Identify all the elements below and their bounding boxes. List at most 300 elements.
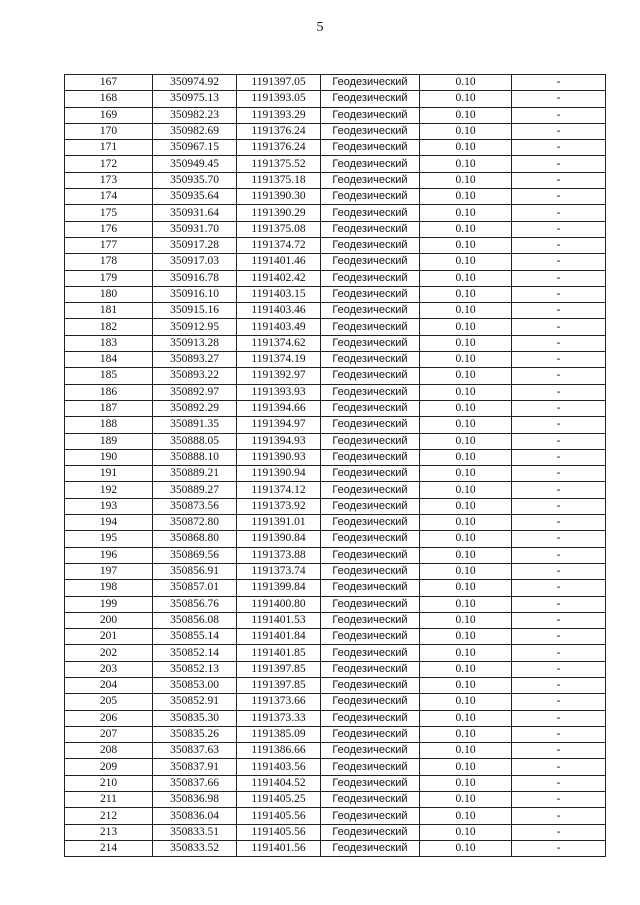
- note-cell: -: [512, 303, 606, 319]
- accuracy-cell: 0.10: [420, 563, 512, 579]
- table-row: [65, 91, 606, 107]
- accuracy-cell: 0.10: [420, 335, 512, 351]
- accuracy-cell: 0.10: [420, 547, 512, 563]
- accuracy-cell: 0.10: [420, 75, 512, 91]
- note-cell: -: [512, 792, 606, 808]
- x-coordinate-cell: 350892.29: [153, 400, 237, 416]
- table-row: [65, 335, 606, 351]
- x-coordinate-cell: 350967.15: [153, 140, 237, 156]
- point-number-cell: 177: [65, 237, 153, 253]
- point-number-cell: 191: [65, 466, 153, 482]
- x-coordinate-cell: 350915.16: [153, 303, 237, 319]
- table-row: [65, 612, 606, 628]
- x-coordinate-cell: 350868.80: [153, 531, 237, 547]
- y-coordinate-cell: 1191397.85: [237, 677, 321, 693]
- y-coordinate-cell: 1191403.15: [237, 286, 321, 302]
- point-number-cell: 193: [65, 498, 153, 514]
- method-cell: Геодезический: [321, 417, 420, 433]
- point-number-cell: 200: [65, 612, 153, 628]
- accuracy-cell: 0.10: [420, 237, 512, 253]
- x-coordinate-cell: 350917.28: [153, 237, 237, 253]
- x-coordinate-cell: 350855.14: [153, 629, 237, 645]
- table-row: [65, 840, 606, 856]
- accuracy-cell: 0.10: [420, 123, 512, 139]
- accuracy-cell: 0.10: [420, 286, 512, 302]
- x-coordinate-cell: 350975.13: [153, 91, 237, 107]
- table-row: [65, 140, 606, 156]
- accuracy-cell: 0.10: [420, 726, 512, 742]
- point-number-cell: 210: [65, 775, 153, 791]
- note-cell: -: [512, 840, 606, 856]
- y-coordinate-cell: 1191399.84: [237, 580, 321, 596]
- y-coordinate-cell: 1191376.24: [237, 123, 321, 139]
- method-cell: Геодезический: [321, 482, 420, 498]
- method-cell: Геодезический: [321, 237, 420, 253]
- x-coordinate-cell: 350916.78: [153, 270, 237, 286]
- table-row: [65, 384, 606, 400]
- note-cell: -: [512, 107, 606, 123]
- table-row: [65, 482, 606, 498]
- y-coordinate-cell: 1191375.08: [237, 221, 321, 237]
- method-cell: Геодезический: [321, 189, 420, 205]
- method-cell: Геодезический: [321, 221, 420, 237]
- point-number-cell: 167: [65, 75, 153, 91]
- method-cell: Геодезический: [321, 107, 420, 123]
- note-cell: -: [512, 498, 606, 514]
- accuracy-cell: 0.10: [420, 466, 512, 482]
- point-number-cell: 173: [65, 172, 153, 188]
- note-cell: -: [512, 824, 606, 840]
- accuracy-cell: 0.10: [420, 205, 512, 221]
- x-coordinate-cell: 350835.30: [153, 710, 237, 726]
- x-coordinate-cell: 350836.98: [153, 792, 237, 808]
- note-cell: -: [512, 270, 606, 286]
- table-row: [65, 123, 606, 139]
- x-coordinate-cell: 350912.95: [153, 319, 237, 335]
- method-cell: Геодезический: [321, 286, 420, 302]
- point-number-cell: 196: [65, 547, 153, 563]
- y-coordinate-cell: 1191397.85: [237, 661, 321, 677]
- x-coordinate-cell: 350837.66: [153, 775, 237, 791]
- x-coordinate-cell: 350872.80: [153, 515, 237, 531]
- note-cell: -: [512, 384, 606, 400]
- y-coordinate-cell: 1191405.56: [237, 824, 321, 840]
- method-cell: Геодезический: [321, 661, 420, 677]
- method-cell: Геодезический: [321, 743, 420, 759]
- note-cell: -: [512, 140, 606, 156]
- y-coordinate-cell: 1191374.19: [237, 352, 321, 368]
- table-row: [65, 466, 606, 482]
- x-coordinate-cell: 350888.05: [153, 433, 237, 449]
- accuracy-cell: 0.10: [420, 808, 512, 824]
- x-coordinate-cell: 350892.97: [153, 384, 237, 400]
- y-coordinate-cell: 1191401.56: [237, 840, 321, 856]
- note-cell: -: [512, 629, 606, 645]
- table-row: [65, 792, 606, 808]
- table-row: [65, 775, 606, 791]
- method-cell: Геодезический: [321, 515, 420, 531]
- note-cell: -: [512, 237, 606, 253]
- note-cell: -: [512, 531, 606, 547]
- accuracy-cell: 0.10: [420, 775, 512, 791]
- method-cell: Геодезический: [321, 140, 420, 156]
- table-row: [65, 580, 606, 596]
- note-cell: -: [512, 433, 606, 449]
- table-row: [65, 400, 606, 416]
- table-row: [65, 237, 606, 253]
- point-number-cell: 205: [65, 694, 153, 710]
- table-row: [65, 677, 606, 693]
- point-number-cell: 201: [65, 629, 153, 645]
- note-cell: -: [512, 694, 606, 710]
- accuracy-cell: 0.10: [420, 449, 512, 465]
- y-coordinate-cell: 1191374.62: [237, 335, 321, 351]
- point-number-cell: 183: [65, 335, 153, 351]
- accuracy-cell: 0.10: [420, 319, 512, 335]
- x-coordinate-cell: 350856.76: [153, 596, 237, 612]
- point-number-cell: 185: [65, 368, 153, 384]
- note-cell: -: [512, 677, 606, 693]
- x-coordinate-cell: 350837.63: [153, 743, 237, 759]
- note-cell: -: [512, 91, 606, 107]
- x-coordinate-cell: 350931.64: [153, 205, 237, 221]
- y-coordinate-cell: 1191392.97: [237, 368, 321, 384]
- table-row: [65, 661, 606, 677]
- x-coordinate-cell: 350852.14: [153, 645, 237, 661]
- x-coordinate-cell: 350935.64: [153, 189, 237, 205]
- x-coordinate-cell: 350982.23: [153, 107, 237, 123]
- method-cell: Геодезический: [321, 205, 420, 221]
- point-number-cell: 212: [65, 808, 153, 824]
- note-cell: -: [512, 221, 606, 237]
- table-row: [65, 531, 606, 547]
- point-number-cell: 187: [65, 400, 153, 416]
- y-coordinate-cell: 1191401.84: [237, 629, 321, 645]
- y-coordinate-cell: 1191405.56: [237, 808, 321, 824]
- x-coordinate-cell: 350891.35: [153, 417, 237, 433]
- y-coordinate-cell: 1191394.93: [237, 433, 321, 449]
- point-number-cell: 213: [65, 824, 153, 840]
- method-cell: Геодезический: [321, 710, 420, 726]
- x-coordinate-cell: 350974.92: [153, 75, 237, 91]
- y-coordinate-cell: 1191373.74: [237, 563, 321, 579]
- note-cell: -: [512, 775, 606, 791]
- y-coordinate-cell: 1191390.29: [237, 205, 321, 221]
- y-coordinate-cell: 1191390.93: [237, 449, 321, 465]
- note-cell: -: [512, 547, 606, 563]
- accuracy-cell: 0.10: [420, 384, 512, 400]
- table-row: [65, 759, 606, 775]
- note-cell: -: [512, 449, 606, 465]
- method-cell: Геодезический: [321, 840, 420, 856]
- point-number-cell: 188: [65, 417, 153, 433]
- point-number-cell: 192: [65, 482, 153, 498]
- accuracy-cell: 0.10: [420, 629, 512, 645]
- y-coordinate-cell: 1191393.29: [237, 107, 321, 123]
- note-cell: -: [512, 254, 606, 270]
- point-number-cell: 172: [65, 156, 153, 172]
- point-number-cell: 203: [65, 661, 153, 677]
- y-coordinate-cell: 1191405.25: [237, 792, 321, 808]
- point-number-cell: 211: [65, 792, 153, 808]
- table-row: [65, 515, 606, 531]
- accuracy-cell: 0.10: [420, 580, 512, 596]
- x-coordinate-cell: 350949.45: [153, 156, 237, 172]
- method-cell: Геодезический: [321, 612, 420, 628]
- note-cell: -: [512, 563, 606, 579]
- note-cell: -: [512, 286, 606, 302]
- table-row: [65, 710, 606, 726]
- table-row: [65, 694, 606, 710]
- accuracy-cell: 0.10: [420, 221, 512, 237]
- point-number-cell: 176: [65, 221, 153, 237]
- table-row: [65, 368, 606, 384]
- y-coordinate-cell: 1191397.05: [237, 75, 321, 91]
- y-coordinate-cell: 1191394.97: [237, 417, 321, 433]
- point-number-cell: 208: [65, 743, 153, 759]
- note-cell: -: [512, 743, 606, 759]
- y-coordinate-cell: 1191374.72: [237, 237, 321, 253]
- note-cell: -: [512, 726, 606, 742]
- accuracy-cell: 0.10: [420, 482, 512, 498]
- point-number-cell: 182: [65, 319, 153, 335]
- accuracy-cell: 0.10: [420, 759, 512, 775]
- y-coordinate-cell: 1191386.66: [237, 743, 321, 759]
- note-cell: -: [512, 352, 606, 368]
- method-cell: Геодезический: [321, 335, 420, 351]
- x-coordinate-cell: 350873.56: [153, 498, 237, 514]
- note-cell: -: [512, 466, 606, 482]
- table-row: [65, 205, 606, 221]
- y-coordinate-cell: 1191376.24: [237, 140, 321, 156]
- point-number-cell: 189: [65, 433, 153, 449]
- accuracy-cell: 0.10: [420, 743, 512, 759]
- y-coordinate-cell: 1191401.46: [237, 254, 321, 270]
- method-cell: Геодезический: [321, 352, 420, 368]
- method-cell: Геодезический: [321, 368, 420, 384]
- point-number-cell: 207: [65, 726, 153, 742]
- y-coordinate-cell: 1191404.52: [237, 775, 321, 791]
- method-cell: Геодезический: [321, 547, 420, 563]
- method-cell: Геодезический: [321, 759, 420, 775]
- point-number-cell: 184: [65, 352, 153, 368]
- table-row: [65, 498, 606, 514]
- table-row: [65, 352, 606, 368]
- method-cell: Геодезический: [321, 449, 420, 465]
- note-cell: -: [512, 205, 606, 221]
- accuracy-cell: 0.10: [420, 661, 512, 677]
- method-cell: Геодезический: [321, 596, 420, 612]
- y-coordinate-cell: 1191390.94: [237, 466, 321, 482]
- accuracy-cell: 0.10: [420, 352, 512, 368]
- x-coordinate-cell: 350931.70: [153, 221, 237, 237]
- point-number-cell: 197: [65, 563, 153, 579]
- point-number-cell: 199: [65, 596, 153, 612]
- x-coordinate-cell: 350856.91: [153, 563, 237, 579]
- accuracy-cell: 0.10: [420, 107, 512, 123]
- table-row: [65, 547, 606, 563]
- note-cell: -: [512, 417, 606, 433]
- method-cell: Геодезический: [321, 254, 420, 270]
- table-row: [65, 563, 606, 579]
- x-coordinate-cell: 350869.56: [153, 547, 237, 563]
- accuracy-cell: 0.10: [420, 612, 512, 628]
- note-cell: -: [512, 808, 606, 824]
- note-cell: -: [512, 482, 606, 498]
- point-number-cell: 169: [65, 107, 153, 123]
- x-coordinate-cell: 350856.08: [153, 612, 237, 628]
- y-coordinate-cell: 1191391.01: [237, 515, 321, 531]
- note-cell: -: [512, 759, 606, 775]
- table-row: [65, 303, 606, 319]
- point-number-cell: 168: [65, 91, 153, 107]
- x-coordinate-cell: 350836.04: [153, 808, 237, 824]
- accuracy-cell: 0.10: [420, 156, 512, 172]
- point-number-cell: 186: [65, 384, 153, 400]
- method-cell: Геодезический: [321, 270, 420, 286]
- accuracy-cell: 0.10: [420, 677, 512, 693]
- y-coordinate-cell: 1191400.80: [237, 596, 321, 612]
- y-coordinate-cell: 1191373.33: [237, 710, 321, 726]
- point-number-cell: 204: [65, 677, 153, 693]
- note-cell: -: [512, 400, 606, 416]
- table-row: [65, 743, 606, 759]
- note-cell: -: [512, 661, 606, 677]
- accuracy-cell: 0.10: [420, 303, 512, 319]
- accuracy-cell: 0.10: [420, 270, 512, 286]
- table-row: [65, 221, 606, 237]
- x-coordinate-cell: 350916.10: [153, 286, 237, 302]
- accuracy-cell: 0.10: [420, 91, 512, 107]
- table-row: [65, 107, 606, 123]
- method-cell: Геодезический: [321, 629, 420, 645]
- y-coordinate-cell: 1191375.52: [237, 156, 321, 172]
- accuracy-cell: 0.10: [420, 254, 512, 270]
- method-cell: Геодезический: [321, 303, 420, 319]
- x-coordinate-cell: 350982.69: [153, 123, 237, 139]
- x-coordinate-cell: 350893.22: [153, 368, 237, 384]
- coordinates-table-body: [65, 75, 606, 857]
- accuracy-cell: 0.10: [420, 694, 512, 710]
- note-cell: -: [512, 580, 606, 596]
- x-coordinate-cell: 350837.91: [153, 759, 237, 775]
- method-cell: Геодезический: [321, 400, 420, 416]
- x-coordinate-cell: 350913.28: [153, 335, 237, 351]
- point-number-cell: 178: [65, 254, 153, 270]
- accuracy-cell: 0.10: [420, 596, 512, 612]
- accuracy-cell: 0.10: [420, 368, 512, 384]
- y-coordinate-cell: 1191403.49: [237, 319, 321, 335]
- table-row: [65, 156, 606, 172]
- x-coordinate-cell: 350917.03: [153, 254, 237, 270]
- table-row: [65, 75, 606, 91]
- note-cell: -: [512, 156, 606, 172]
- y-coordinate-cell: 1191373.66: [237, 694, 321, 710]
- note-cell: -: [512, 335, 606, 351]
- accuracy-cell: 0.10: [420, 840, 512, 856]
- point-number-cell: 190: [65, 449, 153, 465]
- coordinates-table: [64, 74, 606, 857]
- y-coordinate-cell: 1191393.93: [237, 384, 321, 400]
- point-number-cell: 214: [65, 840, 153, 856]
- y-coordinate-cell: 1191401.85: [237, 645, 321, 661]
- point-number-cell: 174: [65, 189, 153, 205]
- method-cell: Геодезический: [321, 319, 420, 335]
- point-number-cell: 181: [65, 303, 153, 319]
- method-cell: Геодезический: [321, 75, 420, 91]
- method-cell: Геодезический: [321, 563, 420, 579]
- y-coordinate-cell: 1191402.42: [237, 270, 321, 286]
- note-cell: -: [512, 645, 606, 661]
- accuracy-cell: 0.10: [420, 645, 512, 661]
- method-cell: Геодезический: [321, 645, 420, 661]
- accuracy-cell: 0.10: [420, 710, 512, 726]
- point-number-cell: 195: [65, 531, 153, 547]
- note-cell: -: [512, 515, 606, 531]
- point-number-cell: 194: [65, 515, 153, 531]
- y-coordinate-cell: 1191375.18: [237, 172, 321, 188]
- method-cell: Геодезический: [321, 677, 420, 693]
- y-coordinate-cell: 1191390.84: [237, 531, 321, 547]
- method-cell: Геодезический: [321, 694, 420, 710]
- accuracy-cell: 0.10: [420, 433, 512, 449]
- accuracy-cell: 0.10: [420, 531, 512, 547]
- y-coordinate-cell: 1191374.12: [237, 482, 321, 498]
- x-coordinate-cell: 350853.00: [153, 677, 237, 693]
- accuracy-cell: 0.10: [420, 417, 512, 433]
- page-number: 5: [316, 20, 324, 35]
- method-cell: Геодезический: [321, 156, 420, 172]
- table-row: [65, 808, 606, 824]
- y-coordinate-cell: 1191401.53: [237, 612, 321, 628]
- point-number-cell: 198: [65, 580, 153, 596]
- y-coordinate-cell: 1191373.88: [237, 547, 321, 563]
- x-coordinate-cell: 350852.13: [153, 661, 237, 677]
- x-coordinate-cell: 350852.91: [153, 694, 237, 710]
- table-row: [65, 645, 606, 661]
- point-number-cell: 179: [65, 270, 153, 286]
- method-cell: Геодезический: [321, 775, 420, 791]
- table-row: [65, 417, 606, 433]
- x-coordinate-cell: 350833.52: [153, 840, 237, 856]
- point-number-cell: 202: [65, 645, 153, 661]
- x-coordinate-cell: 350889.27: [153, 482, 237, 498]
- table-row: [65, 449, 606, 465]
- point-number-cell: 180: [65, 286, 153, 302]
- table-row: [65, 189, 606, 205]
- note-cell: -: [512, 612, 606, 628]
- method-cell: Геодезический: [321, 498, 420, 514]
- table-row: [65, 596, 606, 612]
- note-cell: -: [512, 368, 606, 384]
- table-row: [65, 726, 606, 742]
- point-number-cell: 209: [65, 759, 153, 775]
- y-coordinate-cell: 1191390.30: [237, 189, 321, 205]
- x-coordinate-cell: 350893.27: [153, 352, 237, 368]
- method-cell: Геодезический: [321, 531, 420, 547]
- note-cell: -: [512, 123, 606, 139]
- method-cell: Геодезический: [321, 792, 420, 808]
- note-cell: -: [512, 596, 606, 612]
- table-row: [65, 319, 606, 335]
- note-cell: -: [512, 319, 606, 335]
- point-number-cell: 206: [65, 710, 153, 726]
- method-cell: Геодезический: [321, 384, 420, 400]
- x-coordinate-cell: 350889.21: [153, 466, 237, 482]
- method-cell: Геодезический: [321, 466, 420, 482]
- table-row: [65, 824, 606, 840]
- y-coordinate-cell: 1191403.56: [237, 759, 321, 775]
